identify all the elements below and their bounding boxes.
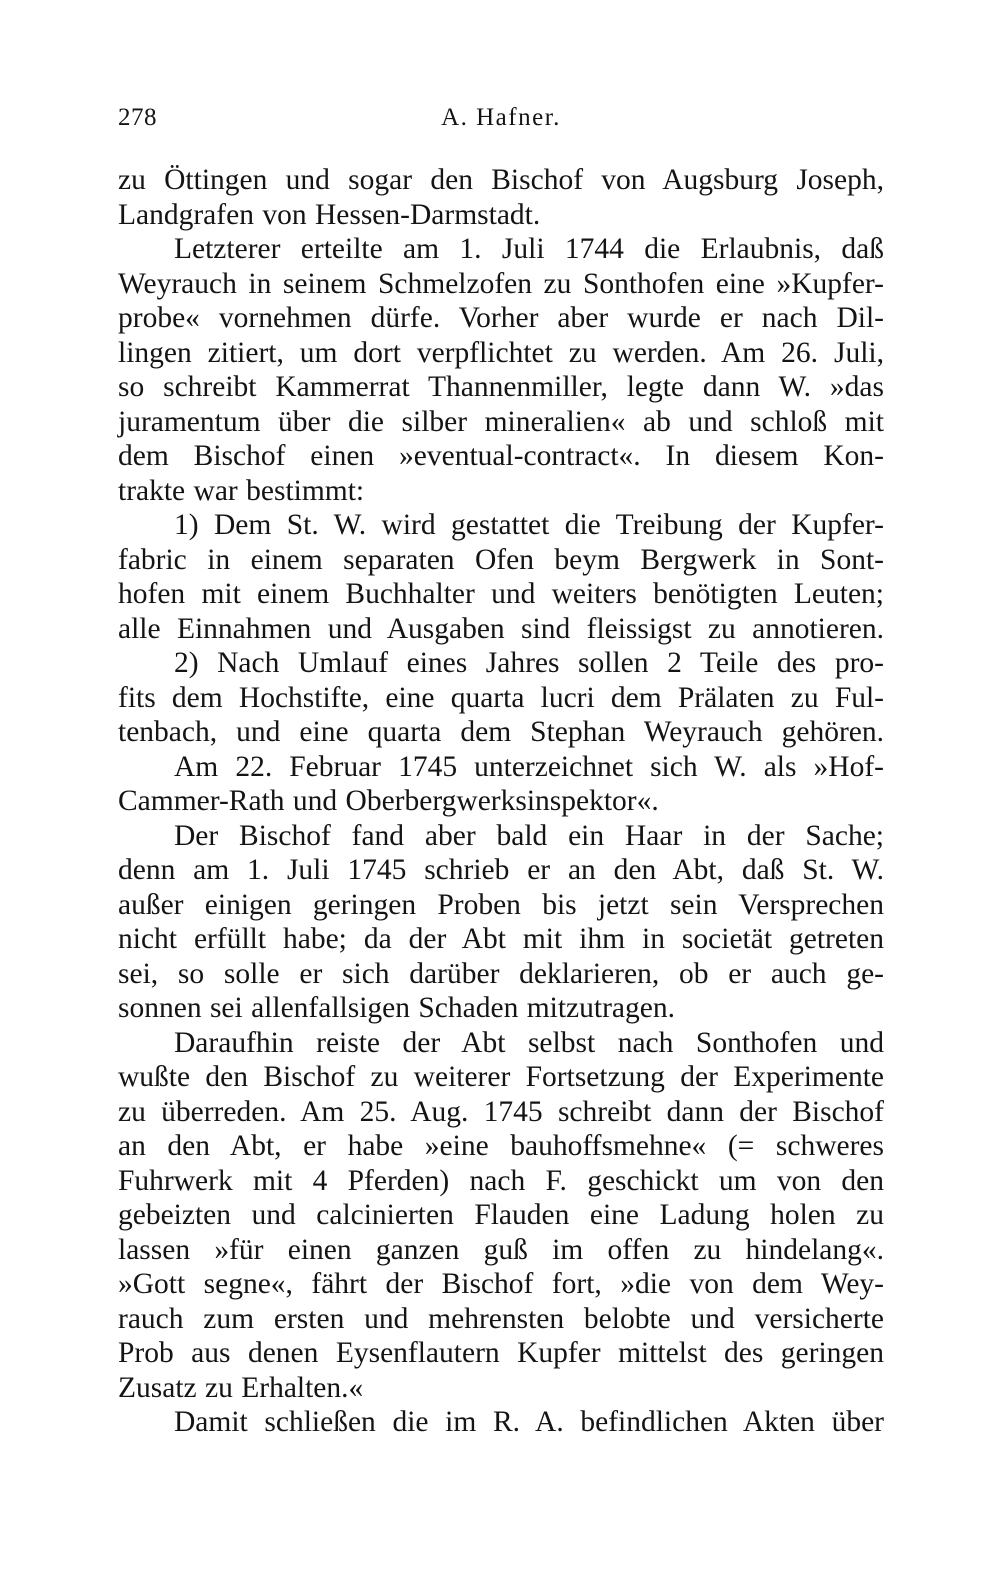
- text-line: 2) Nach Umlauf eines Jahres sollen 2 Teile des pro-: [174, 647, 884, 679]
- text-line: Am 22. Februar 1745 unterzeichnet sich W. als »Hof-: [174, 750, 884, 783]
- text-line: sonnen sei allenfallsigen Schaden mitzutragen.: [118, 992, 675, 1024]
- text-line: Damit schließen die im R. A. befindlichen Akten über: [174, 1406, 884, 1438]
- text-line: Prob aus denen Eysenflautern Kupfer mittelst des geringen: [118, 1337, 884, 1369]
- paragraph: [118, 819, 884, 1026]
- text-line: zu überreden. Am 25. Aug. 1745 schreibt dann der Bischof: [118, 1095, 884, 1128]
- text-line: lassen »für einen ganzen guß im offen zu hindelang«.: [118, 1233, 884, 1266]
- text-line: 1) Dem St. W. wird gestattet die Treibung der Kupfer-: [174, 509, 884, 541]
- paragraph: [118, 646, 884, 750]
- text-line: alle Einnahmen und Ausgaben sind fleissigst zu annotieren.: [118, 612, 884, 645]
- paragraph: [118, 232, 884, 508]
- text-line: dem Bischof einen »eventual-contract«. In diesem Kon-: [118, 440, 884, 472]
- text-line: lingen zitiert, um dort verpflichtet zu werden. Am 26. Juli,: [118, 336, 884, 369]
- text-line: gebeizten und calcinierten Flauden eine Ladung holen zu: [118, 1199, 884, 1231]
- text-line: sei, so solle er sich darüber deklarieren, ob er auch ge-: [118, 957, 884, 990]
- page-header: [118, 104, 884, 144]
- text-line: fits dem Hochstifte, eine quarta lucri dem Prälaten zu Ful-: [118, 681, 884, 714]
- paragraph: [118, 1405, 884, 1440]
- paragraph: [118, 508, 884, 646]
- text-line: Weyrauch in seinem Schmelzofen zu Sonthofen eine »Kupfer-: [118, 267, 884, 300]
- text-line: denn am 1. Juli 1745 schrieb er an den Abt, daß St. W.: [118, 854, 884, 886]
- running-head: A. Hafner.: [441, 104, 561, 131]
- text-line: wußte den Bischof zu weiterer Fortsetzung der Experimente: [118, 1061, 884, 1093]
- text-line: tenbach, und eine quarta dem Stephan Weyrauch gehören.: [118, 716, 884, 748]
- text-line: außer einigen geringen Proben bis jetzt sein Versprechen: [118, 888, 884, 921]
- text-line: Landgrafen von Hessen-Darmstadt.: [118, 198, 541, 231]
- paragraph: [118, 750, 884, 819]
- text-line: so schreibt Kammerrat Thannenmiller, legte dann W. »das: [118, 371, 884, 403]
- text-line: hofen mit einem Buchhalter und weiters benötigten Leuten;: [118, 578, 884, 610]
- text-line: zu Öttingen und sogar den Bischof von Augsburg Joseph,: [118, 164, 884, 196]
- text-line: Fuhrwerk mit 4 Pferden) nach F. geschickt um von den: [118, 1164, 884, 1197]
- text-line: rauch zum ersten und mehrensten belobte und versicherte: [118, 1302, 884, 1335]
- text-line: Cammer-Rath und Oberbergwerksinspektor«.: [118, 785, 659, 817]
- page-number: 278: [118, 104, 157, 131]
- text-line: Zusatz zu Erhalten.«: [118, 1371, 364, 1404]
- text-line: probe« vornehmen dürfe. Vorher aber wurde er nach Dil-: [118, 302, 884, 334]
- paragraph: [118, 1026, 884, 1406]
- text-line: »Gott segne«, fährt der Bischof fort, »die von dem Wey-: [118, 1268, 884, 1300]
- text-line: juramentum über die silber mineralien« ab und schloß mit: [118, 405, 884, 438]
- text-line: Der Bischof fand aber bald ein Haar in der Sache;: [174, 819, 884, 852]
- body-text: [118, 163, 884, 1440]
- paragraph: [118, 163, 884, 232]
- text-line: trakte war bestimmt:: [118, 474, 365, 507]
- text-line: Letzterer erteilte am 1. Juli 1744 die Erlaubnis, daß: [174, 233, 884, 265]
- text-line: nicht erfüllt habe; da der Abt mit ihm in societät getreten: [118, 923, 884, 955]
- text-line: an den Abt, er habe »eine bauhoffsmehne« (= schweres: [118, 1130, 884, 1162]
- text-line: Daraufhin reiste der Abt selbst nach Sonthofen und: [174, 1026, 884, 1059]
- text-line: fabric in einem separaten Ofen beym Bergwerk in Sont-: [118, 543, 884, 576]
